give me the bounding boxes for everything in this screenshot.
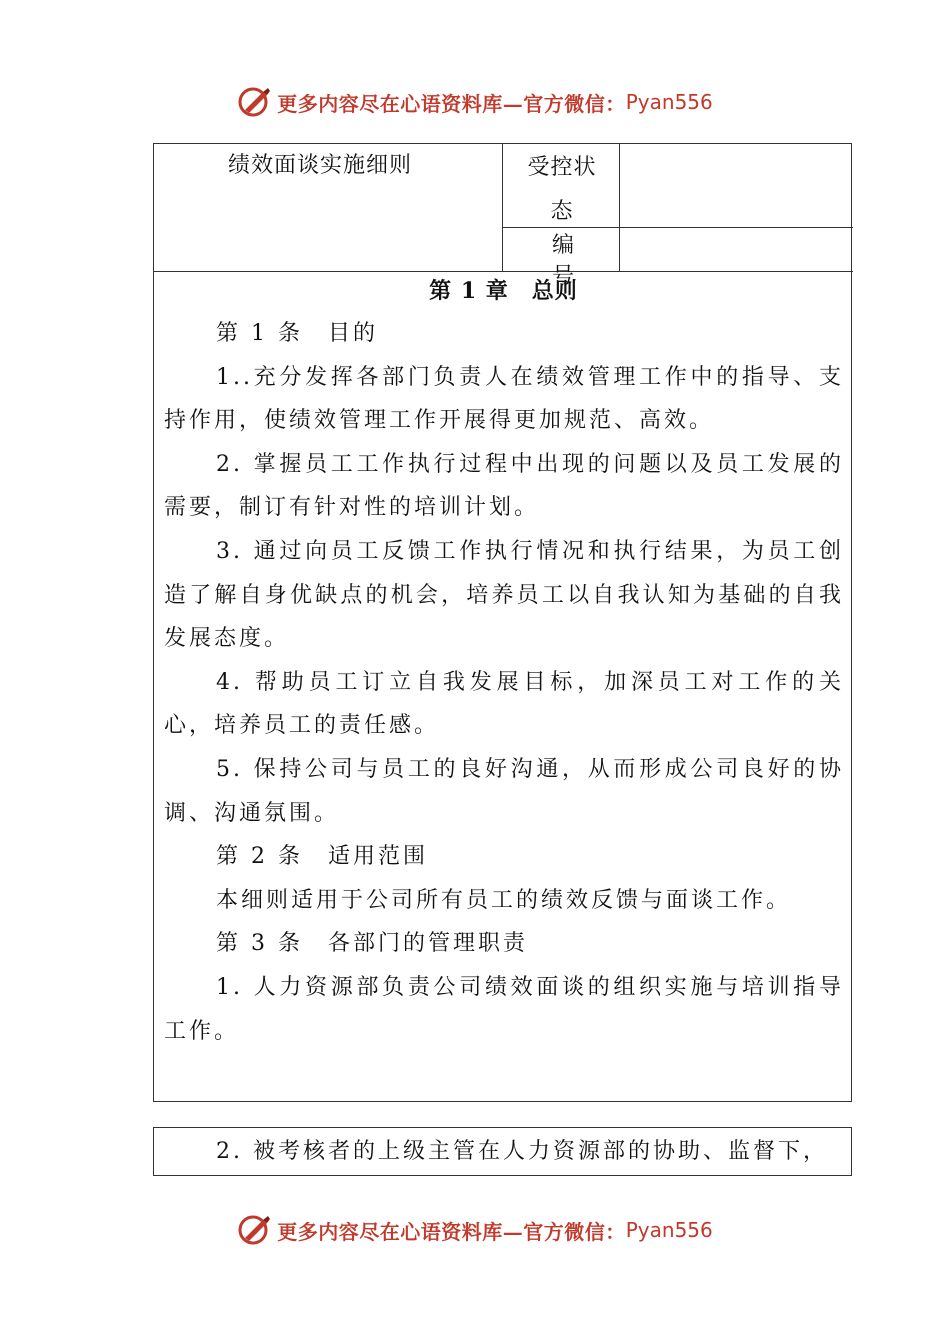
content-body [164,312,844,1053]
pen-circle-icon [237,1212,273,1248]
pen-circle-icon [237,84,273,120]
paragraph: 5. 保持公司与员工的良好沟通，从而形成公司良好的协调、沟通氛围。 [164,756,844,826]
banner-text: 更多内容尽在心语资料库—官方微信： [277,1219,626,1244]
paragraph: 第 3 条 各部门的管理职责 [216,931,528,957]
chapter-title: 第 1 章 总则 [429,278,578,304]
paragraph: 2. 掌握员工工作执行过程中出现的问题以及员工发展的需要，制订有针对性的培训计划。 [164,451,844,521]
code-label: 编号 [551,233,592,289]
banner-wechat-id: Pyan556 [625,1218,713,1242]
paragraph: 本细则适用于公司所有员工的绩效反馈与面谈工作。 [216,887,792,913]
document-title: 绩效面谈实施细则 [228,153,413,178]
paragraph: 1. 人力资源部负责公司绩效面谈的组织实施与培训指导工作。 [164,974,844,1044]
main-table [153,143,852,1102]
paragraph: 4. 帮助员工订立自我发展目标，加深员工对工作的关心，培养员工的责任感。 [164,669,844,739]
paragraph: 1..充分发挥各部门负责人在绩效管理工作中的指导、支持作用，使绩效管理工作开展得更加规范、高效。 [164,364,844,434]
paragraph: 第 1 条 目的 [216,321,378,346]
banner-text: 更多内容尽在心语资料库—官方微信： [277,91,626,116]
continuation-table [153,1127,852,1176]
top-banner [0,80,950,124]
status-label: 受控状态 [527,155,597,224]
bottom-banner [0,1208,950,1252]
continuation-paragraph: 2. 被考核者的上级主管在人力资源部的协助、监督下， [216,1139,828,1164]
banner-wechat-id: Pyan556 [625,90,713,114]
paragraph: 第 2 条 适用范围 [216,844,428,870]
paragraph: 3. 通过向员工反馈工作执行情况和执行结果，为员工创造了解自身优缺点的机会，培养员工以自我认知为基础的自我发展态度。 [164,538,844,652]
